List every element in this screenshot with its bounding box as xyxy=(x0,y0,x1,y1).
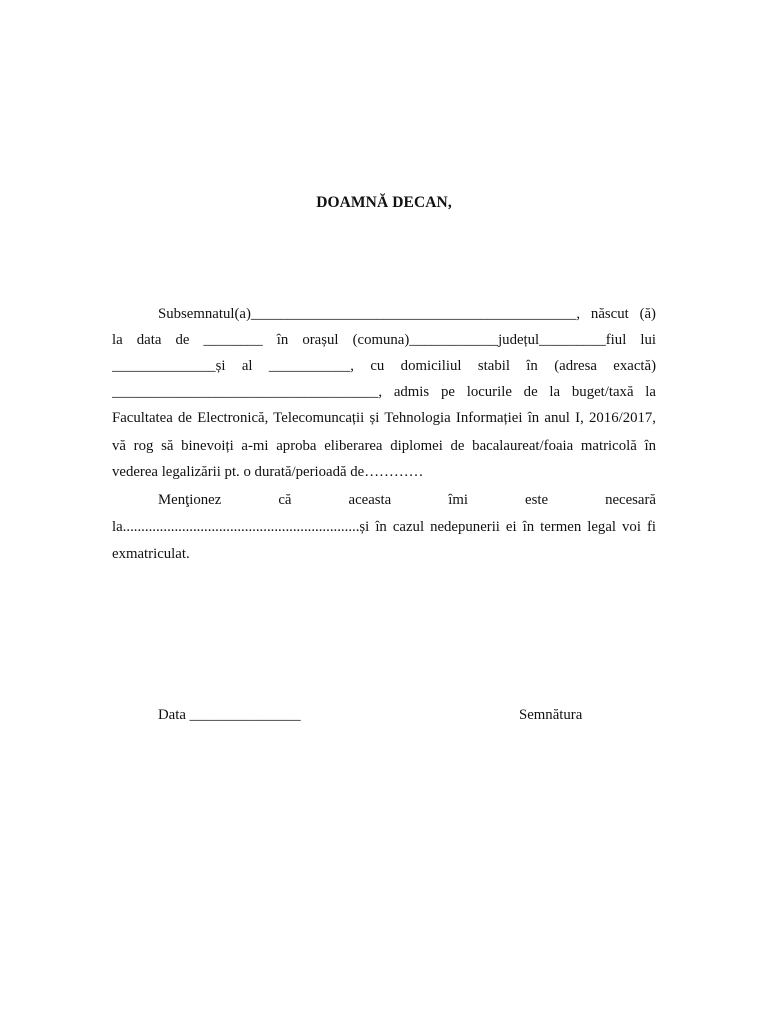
paragraph-line: ____________________________________, admis pe locurile de la buget/taxă la xyxy=(112,384,656,400)
paragraph-line: Facultatea de Electronică, Telecomuncații și Tehnologia Informației în anul I, 2016/2017, xyxy=(112,410,656,426)
paragraph-line: vederea legalizării pt. o durată/perioadă de………… xyxy=(112,464,424,480)
signature-label: Semnătura xyxy=(519,707,583,723)
paragraph-line: Menţionez că aceasta îmi este necesară xyxy=(158,492,656,508)
document-title: DOAMNĂ DECAN, xyxy=(316,194,452,211)
paragraph-line: exmatriculat. xyxy=(112,546,190,562)
date-field-label: Data _______________ xyxy=(158,707,301,723)
paragraph-line: la................................................................și în cazul nedepunerii ei în termen legal voi fi xyxy=(112,519,656,535)
paragraph-line: la data de ________ în orașul (comuna)____________județul_________fiul lui xyxy=(112,332,656,348)
paragraph-line: Subsemnatul(a)____________________________________________, născut (ă) xyxy=(158,306,656,322)
paragraph-line: ______________și al ___________, cu domiciliul stabil în (adresa exactă) xyxy=(112,358,656,374)
paragraph-line: vă rog să binevoiți a-mi aproba eliberarea diplomei de bacalaureat/foaia matricolă în xyxy=(112,438,656,454)
